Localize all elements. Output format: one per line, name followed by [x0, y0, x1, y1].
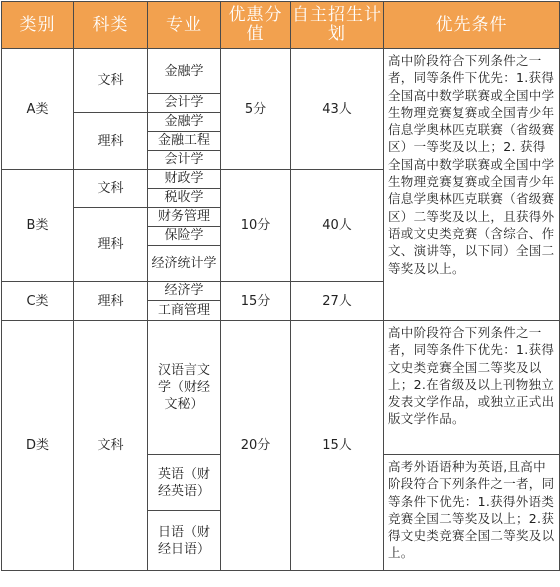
major-cell: 财务管理	[148, 208, 221, 227]
subject-c: 理科	[74, 282, 148, 321]
header-row	[2, 2, 560, 49]
header-subject: 科类	[74, 2, 148, 49]
table-row	[2, 321, 560, 455]
quota-a: 43人	[291, 49, 384, 170]
bonus-b: 10分	[221, 170, 291, 282]
header-category: 类别	[2, 2, 74, 49]
bonus-c: 15分	[221, 282, 291, 321]
condition-d-foreign: 高考外语语种为英语,且高中阶段符合下列条件之一者，同等条件下优先：1.获得外语类竞赛全国二等奖及以上；2.获得文史类竞赛全国二等奖及以上。	[384, 455, 560, 571]
major-cell: 经济学	[148, 282, 221, 301]
major-cell: 财政学	[148, 170, 221, 189]
subject-a-li: 理科	[74, 113, 148, 170]
quota-c: 27人	[291, 282, 384, 321]
major-cell: 日语（财经日语）	[148, 511, 221, 571]
major-cell: 会计学	[148, 94, 221, 113]
condition-d-chinese: 高中阶段符合下列条件之一者，同等条件下优先：1.获得文史类竞赛全国二等奖及以上；2.在省级及以上刊物独立发表文学作品，或独立正式出版文学作品。	[384, 321, 560, 455]
header-major: 专业	[148, 2, 221, 49]
admission-table	[1, 1, 560, 571]
major-cell: 会计学	[148, 151, 221, 170]
header-condition: 优先条件	[384, 2, 560, 49]
category-a: A类	[2, 49, 74, 170]
subject-d: 文科	[74, 321, 148, 571]
header-bonus: 优惠分值	[221, 2, 291, 49]
subject-b-wen: 文科	[74, 170, 148, 208]
major-cell: 保险学	[148, 227, 221, 246]
subject-a-wen: 文科	[74, 49, 148, 113]
category-c: C类	[2, 282, 74, 321]
major-cell: 英语（财经英语）	[148, 455, 221, 511]
table-row	[2, 49, 560, 94]
category-d: D类	[2, 321, 74, 571]
major-cell: 金融学	[148, 49, 221, 94]
major-cell: 汉语言文学（财经文秘）	[148, 321, 221, 455]
major-cell: 金融工程	[148, 132, 221, 151]
major-cell: 经济统计学	[148, 246, 221, 282]
subject-b-li: 理科	[74, 208, 148, 282]
major-cell: 税收学	[148, 189, 221, 208]
header-quota: 自主招生计划	[291, 2, 384, 49]
major-cell: 金融学	[148, 113, 221, 132]
quota-d: 15人	[291, 321, 384, 571]
bonus-a: 5分	[221, 49, 291, 170]
category-b: B类	[2, 170, 74, 282]
quota-b: 40人	[291, 170, 384, 282]
condition-abc: 高中阶段符合下列条件之一者，同等条件下优先：1.获得全国高中数学联赛或全国中学生物理竞赛复赛或全国青少年信息学奥林匹克联赛（省级赛区）一等奖及以上；2. 获得全国高中数学联赛或全国中学生物理竞赛复赛或全国青少年信息学奥林匹克联赛（省级赛区）二等奖及以上，且获得外语或文史类竞赛（含综合、作文、演讲等，以下同）全国二等奖及以上。	[384, 49, 560, 321]
bonus-d: 20分	[221, 321, 291, 571]
major-cell: 工商管理	[148, 301, 221, 321]
